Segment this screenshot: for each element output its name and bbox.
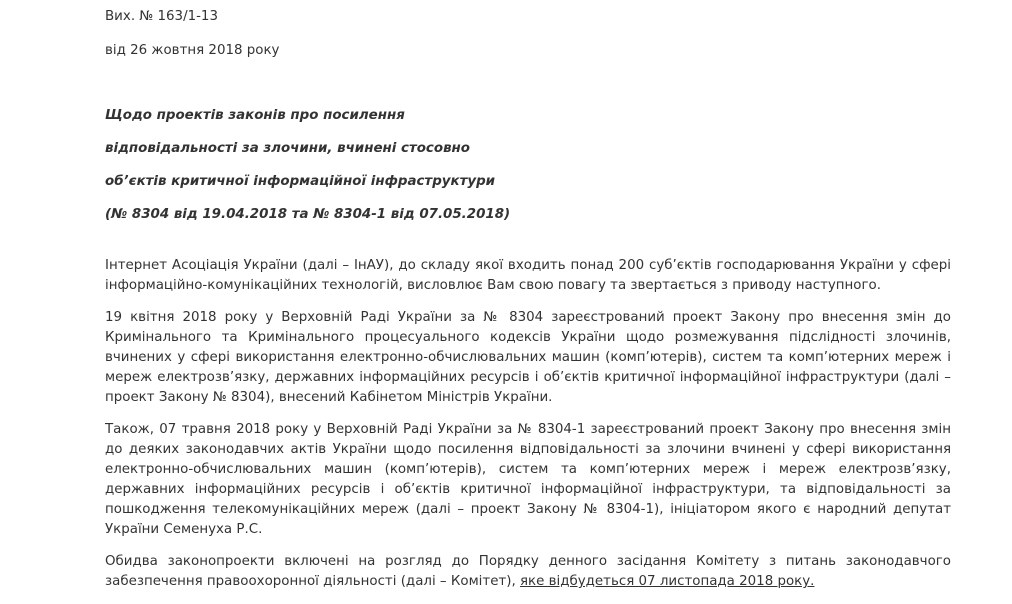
body-paragraph: Інтернет Асоціація України (далі – ІнАУ), до складу якої входить понад 200 суб’єктів господарювання України у сфері інформаційно-комунікаційних технологій, висловлює Вам свою повагу та звертається з приводу наступного. (105, 258, 951, 293)
subject-line: (№ 8304 від 19.04.2018 та № 8304-1 від 07.05.2018) (105, 207, 511, 222)
body-paragraph: 19 квітня 2018 року у Верховній Раді України за № 8304 зареєстрований проект Закону про внесення змін до Кримінального та Кримінального процесуального кодексів України щодо розмежування підслідності злочинів, вчинених у сфері використання електронно-обчислювальних машин (комп’ютерів), систем та комп’ютерних мереж і мереж електрозв’язку, державних інформаційних ресурсів і об’єктів критичної інформаційної інфраструктури (далі – проект Закону № 8304), внесений Кабінетом Міністрів України. (105, 310, 951, 405)
body-paragraph (105, 552, 951, 592)
subject-line: відповідальності за злочини, вчинені стосовно (105, 141, 470, 156)
subject-line: об’єктів критичної інформаційної інфраструктури (105, 174, 496, 189)
letter-subject (105, 99, 510, 231)
body-paragraph: Також, 07 травня 2018 року у Верховній Раді України за № 8304-1 зареєстрований проект Закону про внесення змін до деяких законодавчих актів України щодо посилення відповідальності за злочини вчинені у сфері використання електронно-обчислювальних машин (комп’ютерів), систем та комп’ютерних мереж і мереж електрозв’язку, державних інформаційних ресурсів і об’єктів критичної інформаційної інфраструктури, та відповідальності за пошкодження телекомунікаційних мереж (далі – проект Закону № 8304-1), ініціатором якого є народний депутат України Семенуха Р.С. (105, 422, 951, 537)
paragraph-text: Обидва законопроекти включені на розгляд до Порядку денного засідання Комітету з питань законодавчого забезпечення правоохоронної діяльності (далі – Комітет), (105, 554, 951, 589)
letter-date: від 26 жовтня 2018 року (105, 43, 280, 58)
reference-number: Вих. № 163/1-13 (105, 9, 218, 24)
letter-body (105, 256, 951, 604)
meeting-date-underlined: яке відбудеться 07 листопада 2018 року. (519, 574, 815, 589)
subject-line: Щодо проектів законів про посилення (105, 108, 405, 123)
